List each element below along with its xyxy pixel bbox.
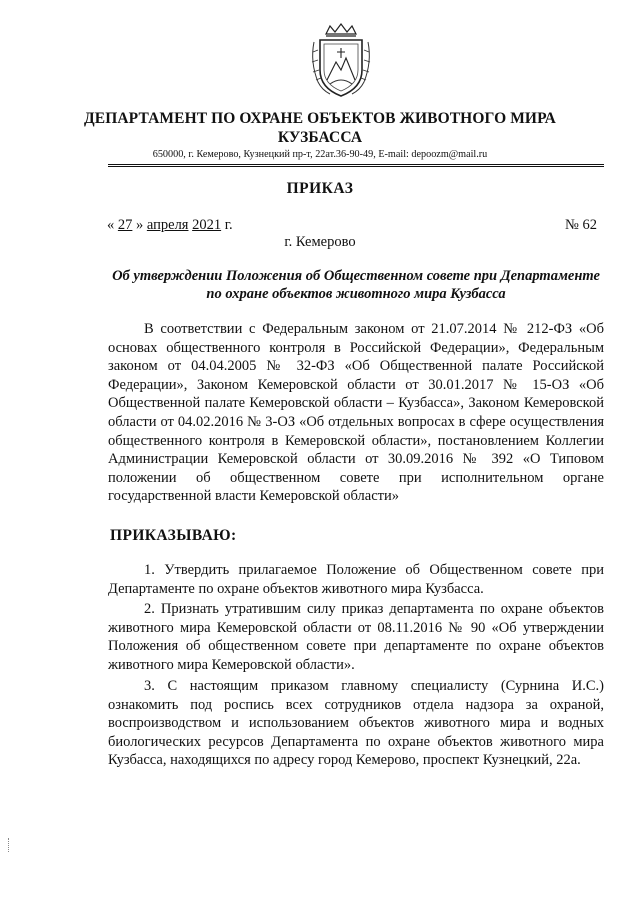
document-number: № 62 xyxy=(565,217,597,233)
date-open-quote: « xyxy=(107,217,118,233)
order-item-3: 3. С настоящим приказом главному специалисту (Сурнина И.С.) ознакомить под роспись всех сотрудников отдела надзора за охраной, воспроизводством и использованием объектов животного мира и водных биологических ресурсов Департамента по охране объектов животного мира Кузбасса, находящихся по адресу город Кемерово, проспект Кузнецкий, 22а. xyxy=(108,678,604,769)
header-divider-bottom xyxy=(108,166,604,167)
document-city: г. Кемерово xyxy=(284,234,356,250)
order-item-1: 1. Утвердить прилагаемое Положение об Общественном совете при Департаменте по охране объектов животного мира Кузбасса. xyxy=(108,562,604,597)
preamble-paragraph: В соответствии с Федеральным законом от 21.07.2014 № 212-ФЗ «Об основах общественного контроля в Российской Федерации», Федеральным законом от 04.04.2005 № 32-ФЗ «Об Общественной палате Российской Федерации», Законом Кемеровской области от 30.01.2017 № 15-ОЗ «Об Общественной палате Кемеровской области – Кузбасса», Законом Кемеровской области от 04.02.2016 № 3-ОЗ «Об отдельных вопросах в сфере осуществления общественного контроля в Кемеровской области», постановлением Коллегии Администрации Кемеровской области от 30.09.2016 № 392 «О Типовом положении об общественном совете при исполнительном органе государственной власти Кемеровской области» xyxy=(108,321,604,505)
date-close-quote: » xyxy=(132,217,147,233)
organization-address: 650000, г. Кемерово, Кузнецкий пр-т, 22ат.36-90-49, E-mail: depoozm@mail.ru xyxy=(152,149,488,160)
header-divider-top xyxy=(108,164,604,165)
date-day: 27 xyxy=(117,217,133,233)
document-subject: Об утверждении Положения об Общественном совете при Департаменте по охране объектов животного мира Кузбасса xyxy=(112,268,600,302)
document-date xyxy=(107,216,233,234)
order-heading: ПРИКАЗЫВАЮ: xyxy=(110,527,237,544)
date-year: 2021 xyxy=(192,217,222,233)
coat-of-arms-icon xyxy=(308,22,374,100)
scan-margin-mark xyxy=(8,838,11,852)
organization-name: ДЕПАРТАМЕНТ ПО ОХРАНЕ ОБЪЕКТОВ ЖИВОТНОГО МИРА КУЗБАССА xyxy=(84,110,556,146)
date-month: апреля xyxy=(146,217,189,233)
date-suffix: г. xyxy=(221,217,233,233)
order-item-2: 2. Признать утратившим силу приказ департамента по охране объектов животного мира Кемеровской области от 08.11.2016 № 90 «Об утверждении Положения об общественном совете при департаменте по охране объектов животного мира Кемеровской области». xyxy=(108,601,604,673)
document-type-title: ПРИКАЗ xyxy=(286,180,354,197)
